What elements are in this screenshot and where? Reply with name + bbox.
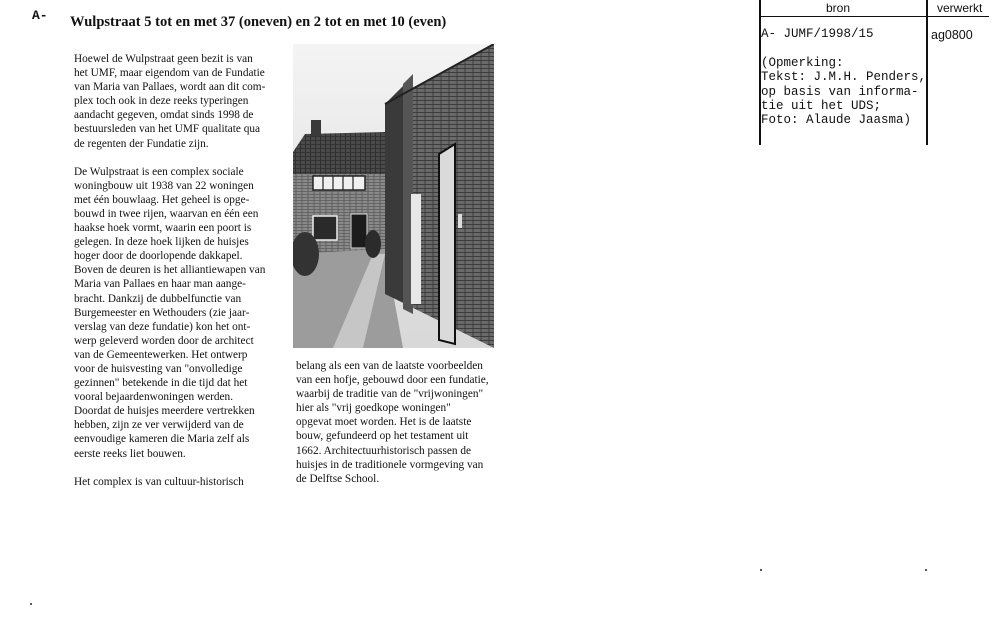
article-column-1 bbox=[74, 52, 279, 503]
form-header-verwerkt: verwerkt bbox=[937, 1, 983, 15]
text-line: 1662. Architectuurhistorisch passen de bbox=[296, 444, 472, 457]
text-line: de regenten der Fundatie zijn. bbox=[74, 137, 209, 150]
text-line: bouwd in twee rijen, waarvan en één een bbox=[74, 207, 259, 220]
text-line: het UMF, maar eigendom van de Fundatie bbox=[74, 67, 265, 80]
text-line: woningbouw uit 1938 van 22 woningen bbox=[74, 179, 254, 192]
text-line: bracht. Dankzij de dubbelfunctie van bbox=[74, 292, 242, 305]
text-line: van Maria van Pallaes, wordt aan dit com- bbox=[74, 81, 266, 94]
text-line: Burgemeester en Wethouders (zie jaar- bbox=[74, 306, 250, 319]
text-line: plex toch ook in deze reeks typeringen bbox=[74, 95, 249, 108]
text-line: hebben, zijn ze ver verwijderd van de bbox=[74, 419, 244, 432]
text-line: hier als "vrij goedkope woningen" bbox=[296, 402, 451, 415]
text-line: Boven de deuren is het alliantiewapen van bbox=[74, 264, 266, 277]
form-bron-text bbox=[761, 27, 926, 128]
text-line: bestuursleden van het UMF qualitate qua bbox=[74, 123, 261, 136]
article-column-2 bbox=[296, 359, 511, 486]
text-line: vooral bejaardenwoningen werden. bbox=[74, 391, 234, 404]
article-paragraph bbox=[74, 52, 279, 151]
text-line: eerste reeks liet bouwen. bbox=[74, 447, 186, 460]
text-line: hoger door de doorlopende dakkapel. bbox=[74, 250, 243, 263]
form-verwerkt-code: ag0800 bbox=[931, 28, 973, 42]
text-line: Maria van Pallaes en haar man aange- bbox=[74, 278, 246, 291]
speck bbox=[925, 569, 927, 571]
speck bbox=[760, 569, 762, 571]
text-line: waarbij de traditie van de "vrijwoningen" bbox=[296, 388, 484, 401]
article-paragraph bbox=[74, 475, 279, 489]
margin-marker: A- bbox=[32, 8, 48, 23]
form-bron-line: tie uit het UDS; bbox=[761, 99, 882, 114]
text-line: Hoewel de Wulpstraat geen bezit is van bbox=[74, 53, 253, 65]
form-bron-line bbox=[761, 41, 926, 55]
text-line: Doordat de huisjes meerdere vertrekken bbox=[74, 405, 255, 418]
text-line: Het complex is van cultuur-historisch bbox=[74, 475, 244, 488]
form-column-divider bbox=[926, 0, 928, 145]
form-bron-line: A- JUMF/1998/15 bbox=[761, 27, 874, 41]
text-line: verslag van deze fundatie) kon het ont- bbox=[74, 320, 251, 333]
text-line: gelegen. In deze hoek lijken de huisjes bbox=[74, 236, 249, 249]
text-line: De Wulpstraat is een complex sociale bbox=[74, 165, 244, 178]
text-line: bouw, gefundeerd op het testament uit bbox=[296, 430, 469, 443]
text-line: huisjes in de traditionele vormgeving van bbox=[296, 458, 484, 471]
text-line: opgevat moet worden. Het is de laatste bbox=[296, 416, 472, 429]
text-line: gezinnen" betekende in die tijd dat het bbox=[74, 377, 248, 390]
text-line: belang als een van de laatste voorbeelden bbox=[296, 360, 483, 372]
form-top-border bbox=[759, 16, 989, 17]
text-line: van een hofje, gebouwd door een fundatie, bbox=[296, 374, 489, 387]
form-bron-line: op basis van informa- bbox=[761, 84, 919, 99]
speck bbox=[30, 603, 32, 605]
text-line: aandacht gegeven, omdat sinds 1998 de bbox=[74, 109, 254, 122]
text-line: eenvoudige kameren die Maria zelf als bbox=[74, 433, 250, 446]
form-header-bron: bron bbox=[826, 1, 851, 15]
text-line: werp geleverd worden door de architect bbox=[74, 334, 254, 347]
text-line: voor de huisvesting van "onvolledige bbox=[74, 362, 243, 375]
text-line: haakse hoek vormt, waarin een poort is bbox=[74, 222, 252, 235]
form-bron-line: Tekst: J.M.H. Penders, bbox=[761, 70, 927, 85]
text-line: van de Gemeentewerken. Het ontwerp bbox=[74, 348, 248, 361]
form-bron-line: (Opmerking: bbox=[761, 55, 844, 70]
form-bron-line: Foto: Alaude Jaasma) bbox=[761, 113, 912, 128]
article-paragraph bbox=[74, 165, 279, 461]
text-line: de Delftse School. bbox=[296, 472, 380, 485]
street-photo bbox=[293, 44, 494, 348]
article-title: Wulpstraat 5 tot en met 37 (oneven) en 2 tot en met 10 (even) bbox=[70, 14, 447, 30]
text-line: met één bouwlaag. Het geheel is opge- bbox=[74, 193, 250, 206]
